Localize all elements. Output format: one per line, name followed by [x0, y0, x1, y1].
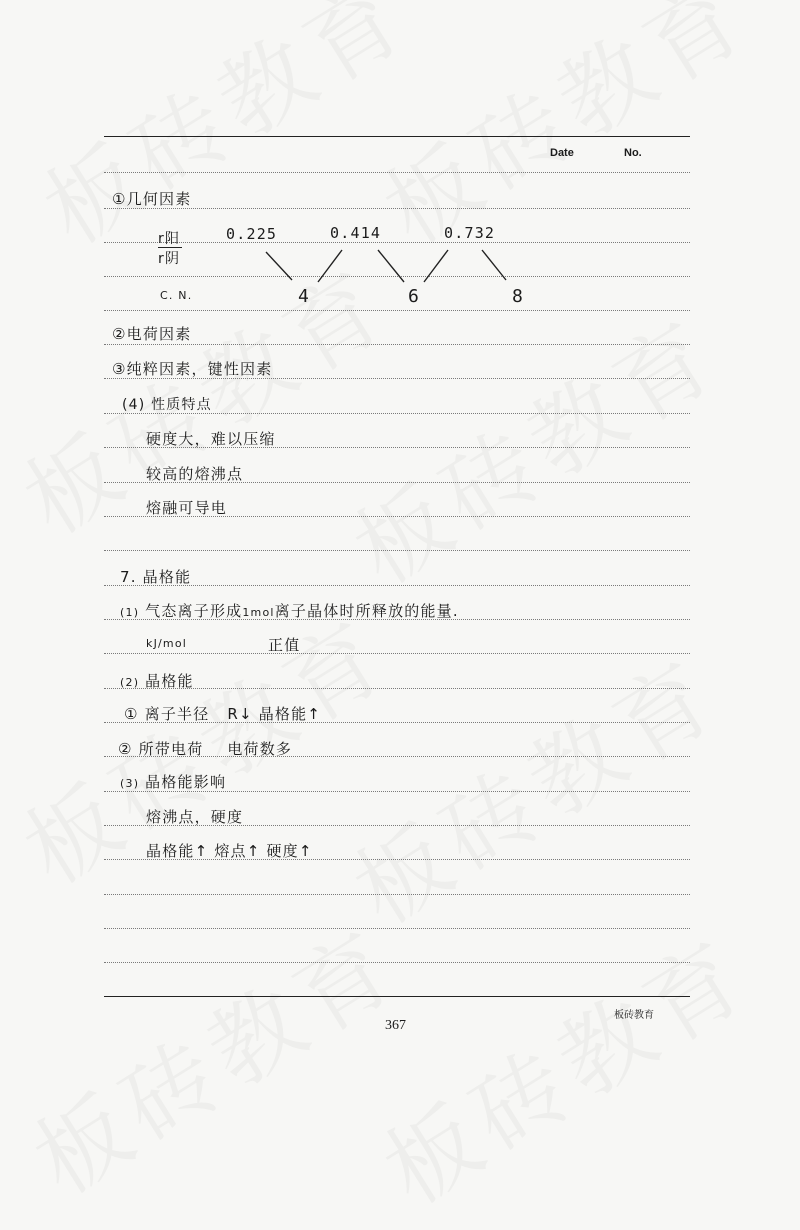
cn-value-4: 4	[298, 286, 311, 307]
ruled-line	[104, 928, 690, 929]
factor2-marker: ②	[118, 740, 133, 758]
influence-marker: (3)	[120, 777, 140, 790]
ratio-numerator: r阳	[158, 231, 181, 247]
property-item: 熔融可导电	[146, 499, 228, 517]
ruled-line	[104, 550, 690, 551]
ruled-line	[104, 276, 690, 277]
ruled-line	[104, 653, 690, 654]
watermark	[326, 282, 742, 610]
factors-marker: (2)	[120, 676, 140, 689]
factors-heading	[120, 670, 194, 691]
connector-line	[318, 250, 342, 282]
purity-factor: ③纯粹因素，键性因素	[112, 360, 273, 378]
cn-value-6: 6	[408, 286, 421, 307]
ruled-line	[104, 344, 690, 345]
ratio-value-3: 0.732	[444, 224, 496, 242]
influence-item: 晶格能↑ 熔点↑ 硬度↑	[146, 842, 313, 860]
ruled-line	[104, 172, 690, 173]
factor1-relation: R↓ 晶格能↑	[227, 705, 322, 723]
charge-factor: ②电荷因素	[112, 325, 192, 343]
watermark	[356, 902, 772, 1230]
bottom-rule	[104, 996, 690, 997]
ruled-line	[104, 242, 690, 243]
geometry-title: ①几何因素	[112, 190, 192, 208]
sign-label: 正值	[268, 636, 301, 654]
page-number: 367	[385, 1018, 406, 1033]
brand-label: 板砖教育	[614, 1010, 654, 1021]
date-label: Date	[550, 147, 574, 159]
no-label: No.	[624, 147, 642, 159]
influence-title: 晶格能影响	[145, 773, 227, 791]
unit-label: kJ/mol	[146, 637, 188, 650]
ruled-line	[104, 310, 690, 311]
factor1-name: 离子半径	[144, 705, 210, 723]
factor-radius	[124, 703, 321, 724]
watermark	[6, 892, 422, 1220]
watermark	[326, 622, 742, 950]
cn-label: C. N.	[160, 289, 193, 302]
influence-heading	[120, 771, 226, 792]
definition-amount: 1mol	[242, 606, 275, 619]
ratio-value-2: 0.414	[330, 224, 382, 242]
factors-title: 晶格能	[145, 672, 194, 690]
lattice-definition	[120, 600, 459, 621]
factor2-relation: 电荷数多	[227, 740, 293, 758]
cn-value-8: 8	[512, 286, 525, 307]
ruled-line	[104, 962, 690, 963]
ruled-line	[104, 208, 690, 209]
connector-line	[424, 250, 448, 282]
connector-line	[378, 250, 404, 282]
definition-text-a: 气态离子形成	[145, 602, 243, 620]
definition-marker: (1)	[120, 606, 140, 619]
influence-item: 熔沸点，硬度	[146, 808, 244, 826]
factor-charge	[118, 738, 292, 759]
properties-title: (4) 性质特点	[122, 397, 212, 413]
property-item: 较高的熔沸点	[146, 465, 244, 483]
ratio-denominator: r阴	[158, 251, 181, 267]
ruled-line	[104, 894, 690, 895]
ruled-line	[104, 585, 690, 586]
lattice-energy-title: 7. 晶格能	[120, 568, 192, 586]
property-item: 硬度大，难以压缩	[146, 430, 276, 448]
definition-text-b: 离子晶体时所释放的能量.	[274, 602, 459, 620]
top-rule	[104, 136, 690, 137]
ratio-value-1: 0.225	[226, 225, 278, 243]
factor1-marker: ①	[124, 705, 139, 723]
factor2-name: 所带电荷	[138, 740, 204, 758]
